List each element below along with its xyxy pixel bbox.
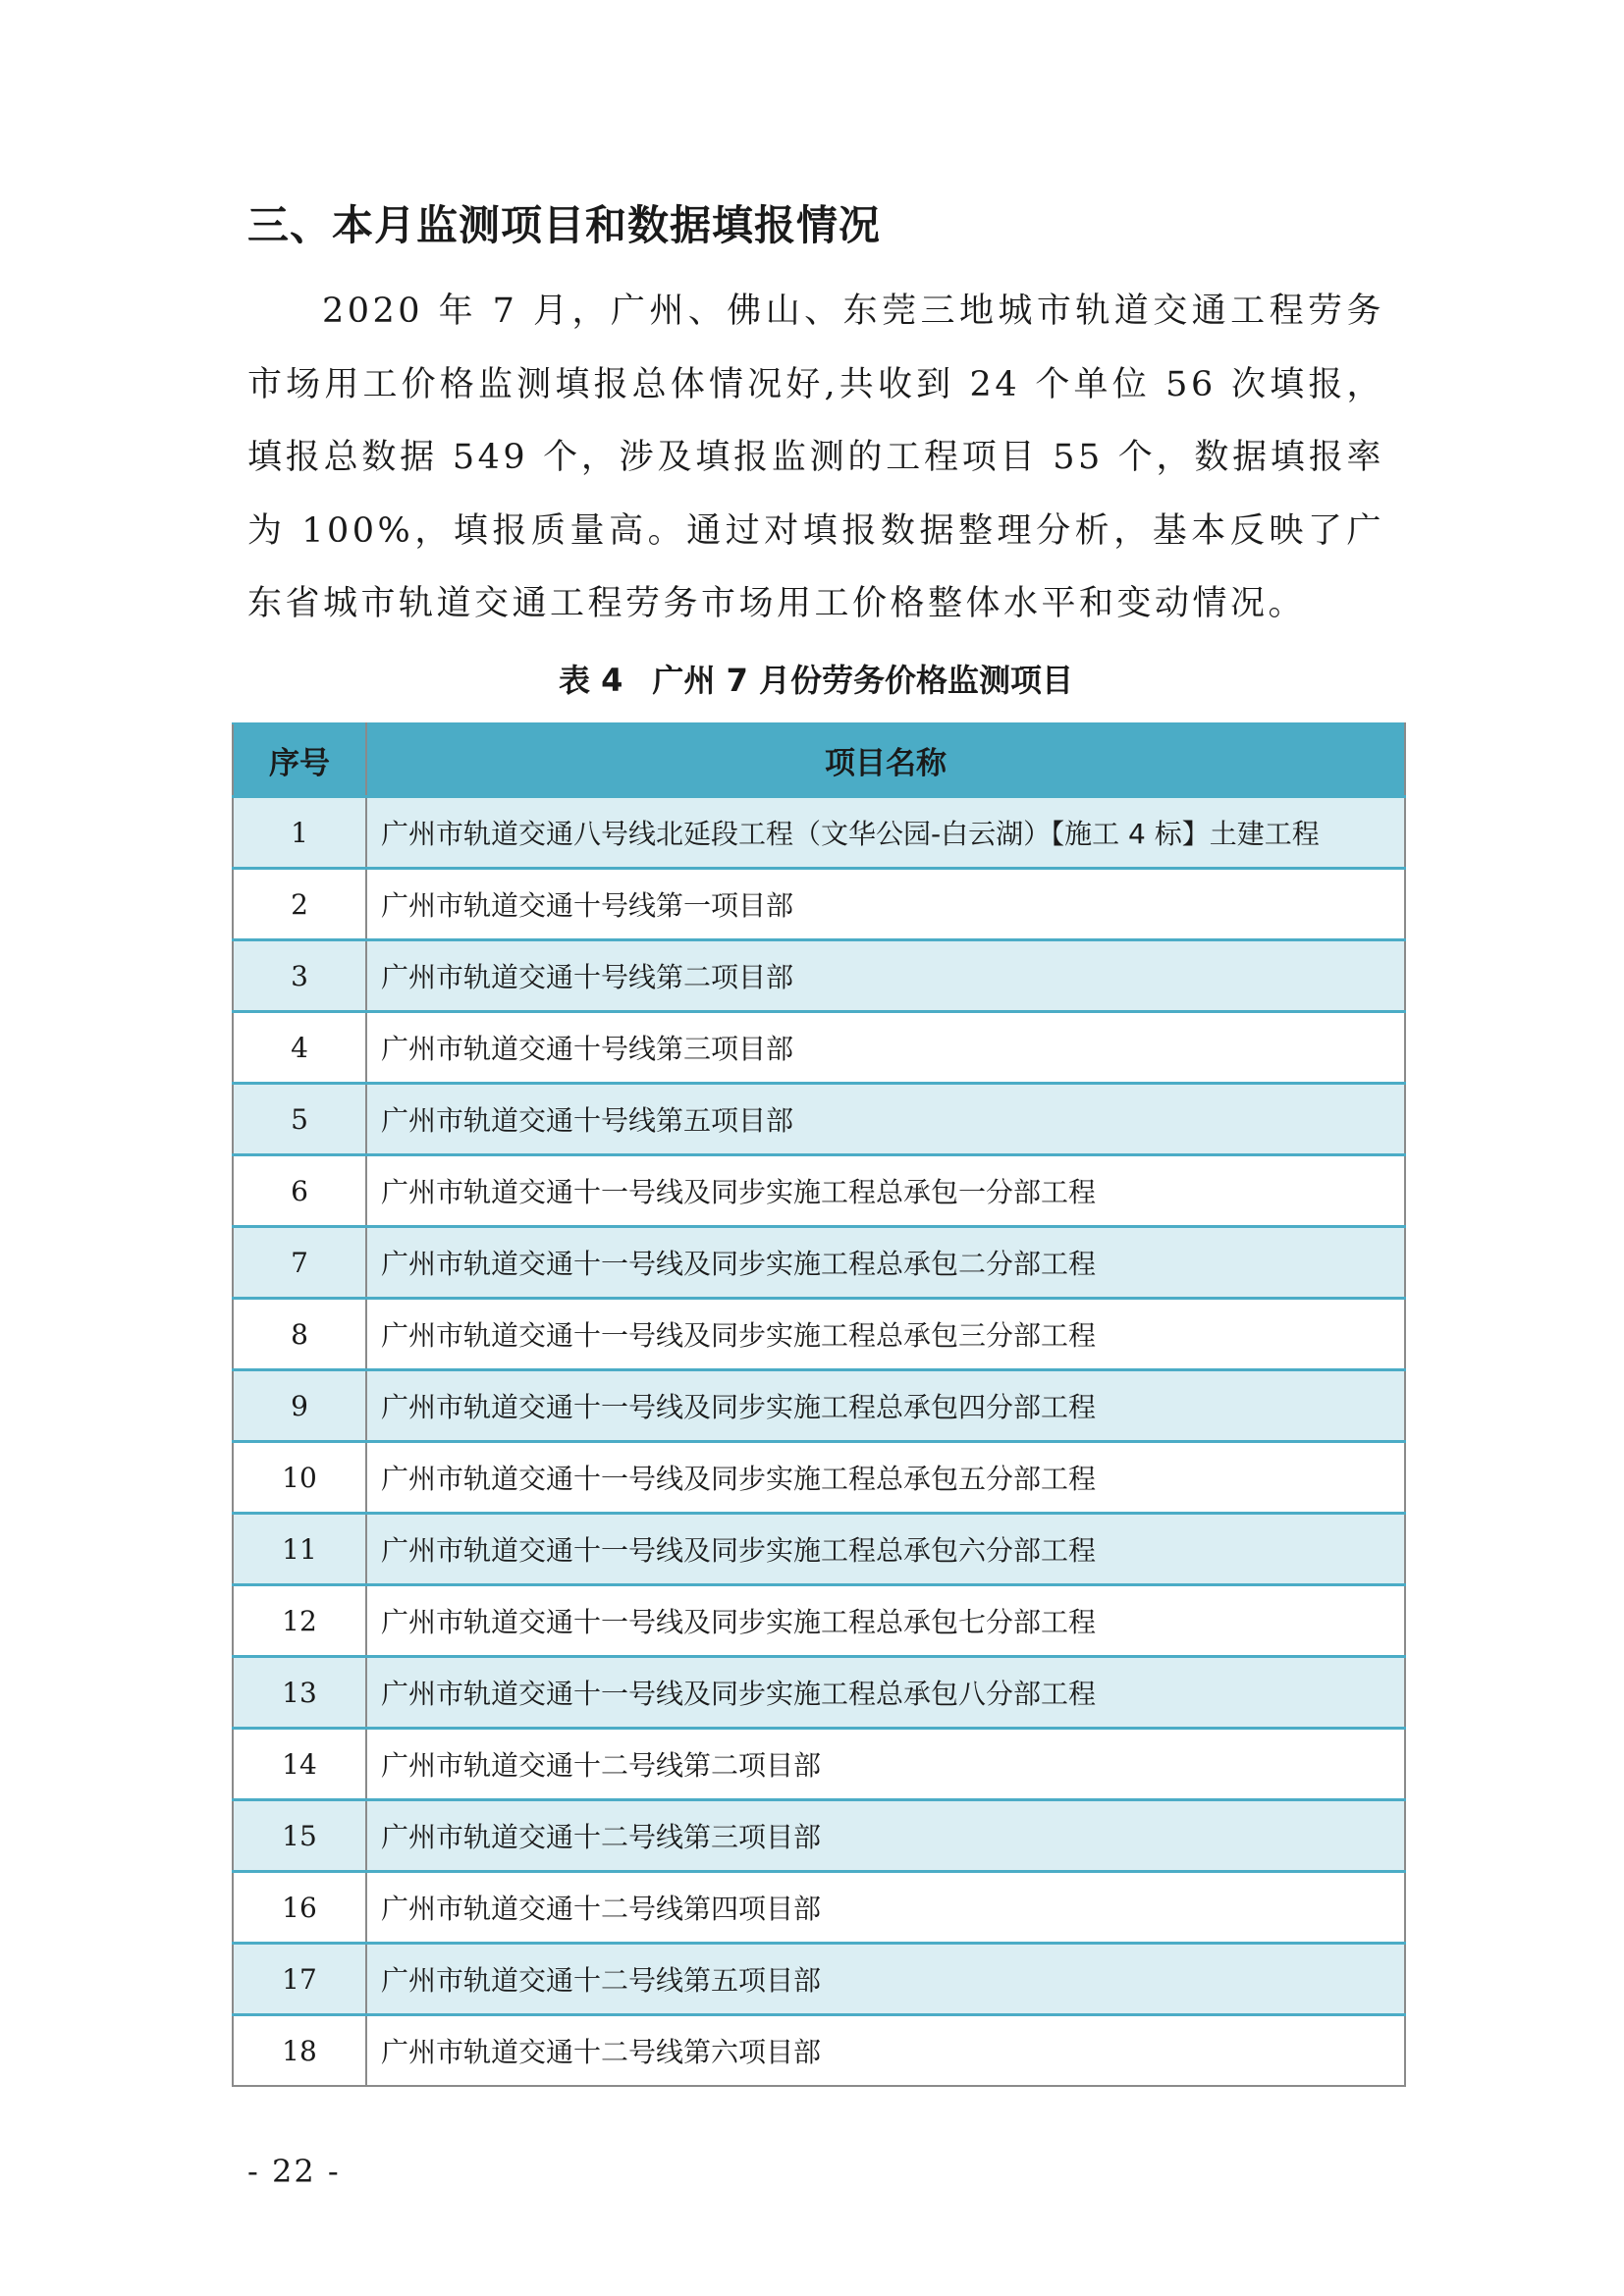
row-number: 10 <box>233 1442 366 1514</box>
table-caption-label: 表 4 <box>559 662 623 699</box>
table-row <box>233 1370 1405 1442</box>
table-row <box>233 1872 1405 1944</box>
row-number: 6 <box>233 1155 366 1227</box>
table-row <box>233 869 1405 940</box>
table-row <box>233 1442 1405 1514</box>
table-row <box>233 1084 1405 1155</box>
project-name: 广州市轨道交通十一号线及同步实施工程总承包三分部工程 <box>366 1299 1405 1370</box>
project-name: 广州市轨道交通十一号线及同步实施工程总承包五分部工程 <box>366 1442 1405 1514</box>
table-caption <box>247 656 1384 705</box>
project-name: 广州市轨道交通十号线第三项目部 <box>366 1012 1405 1084</box>
table-row <box>233 1514 1405 1585</box>
row-number: 2 <box>233 869 366 940</box>
project-name: 广州市轨道交通十号线第一项目部 <box>366 869 1405 940</box>
row-number: 17 <box>233 1944 366 2015</box>
table-row <box>233 1155 1405 1227</box>
project-name: 广州市轨道交通十号线第五项目部 <box>366 1084 1405 1155</box>
row-number: 14 <box>233 1729 366 1800</box>
row-number: 12 <box>233 1585 366 1657</box>
column-header-project-name: 项目名称 <box>366 723 1405 797</box>
summary-paragraph <box>247 275 1384 641</box>
project-name: 广州市轨道交通十一号线及同步实施工程总承包四分部工程 <box>366 1370 1405 1442</box>
table-row <box>233 1657 1405 1729</box>
project-name: 广州市轨道交通十二号线第五项目部 <box>366 1944 1405 2015</box>
project-name: 广州市轨道交通十二号线第四项目部 <box>366 1872 1405 1944</box>
table-row <box>233 1012 1405 1084</box>
project-name: 广州市轨道交通八号线北延段工程（文华公园-白云湖）【施工 4 标】土建工程 <box>366 797 1405 869</box>
project-name: 广州市轨道交通十一号线及同步实施工程总承包八分部工程 <box>366 1657 1405 1729</box>
table-row <box>233 2015 1405 2087</box>
row-number: 3 <box>233 940 366 1012</box>
row-number: 4 <box>233 1012 366 1084</box>
table-row <box>233 1585 1405 1657</box>
project-table <box>232 722 1406 2087</box>
section-heading: 三、本月监测项目和数据填报情况 <box>247 201 882 249</box>
row-number: 7 <box>233 1227 366 1299</box>
page-number: - 22 - <box>247 2153 341 2190</box>
table-row <box>233 1800 1405 1872</box>
row-number: 11 <box>233 1514 366 1585</box>
column-header-number: 序号 <box>233 723 366 797</box>
project-name: 广州市轨道交通十二号线第六项目部 <box>366 2015 1405 2087</box>
project-name: 广州市轨道交通十一号线及同步实施工程总承包六分部工程 <box>366 1514 1405 1585</box>
table-row <box>233 1299 1405 1370</box>
project-name: 广州市轨道交通十号线第二项目部 <box>366 940 1405 1012</box>
table-row <box>233 940 1405 1012</box>
row-number: 16 <box>233 1872 366 1944</box>
project-name: 广州市轨道交通十二号线第三项目部 <box>366 1800 1405 1872</box>
row-number: 15 <box>233 1800 366 1872</box>
project-name: 广州市轨道交通十一号线及同步实施工程总承包一分部工程 <box>366 1155 1405 1227</box>
table-row <box>233 1729 1405 1800</box>
table-caption-title: 广州 7 月份劳务价格监测项目 <box>652 662 1073 699</box>
row-number: 1 <box>233 797 366 869</box>
table-row <box>233 1227 1405 1299</box>
table-row <box>233 1944 1405 2015</box>
row-number: 5 <box>233 1084 366 1155</box>
summary-paragraph-text: 2020 年 7 月，广州、佛山、东莞三地城市轨道交通工程劳务市场用工价格监测填报总体情况好,共收到 24 个单位 56 次填报，填报总数据 549 个，涉及填报监测的工程项目 55 个，数据填报率为 100%，填报质量高。通过对填报数据整理分析，基本反映了广东省城市轨道交通工程劳务市场用工价格整体水平和变动情况。 <box>247 292 1384 623</box>
row-number: 8 <box>233 1299 366 1370</box>
table-row <box>233 797 1405 869</box>
row-number: 9 <box>233 1370 366 1442</box>
project-name: 广州市轨道交通十二号线第二项目部 <box>366 1729 1405 1800</box>
row-number: 18 <box>233 2015 366 2087</box>
project-name: 广州市轨道交通十一号线及同步实施工程总承包二分部工程 <box>366 1227 1405 1299</box>
row-number: 13 <box>233 1657 366 1729</box>
project-table-body <box>233 797 1405 2087</box>
table-header-row <box>233 723 1405 797</box>
project-name: 广州市轨道交通十一号线及同步实施工程总承包七分部工程 <box>366 1585 1405 1657</box>
